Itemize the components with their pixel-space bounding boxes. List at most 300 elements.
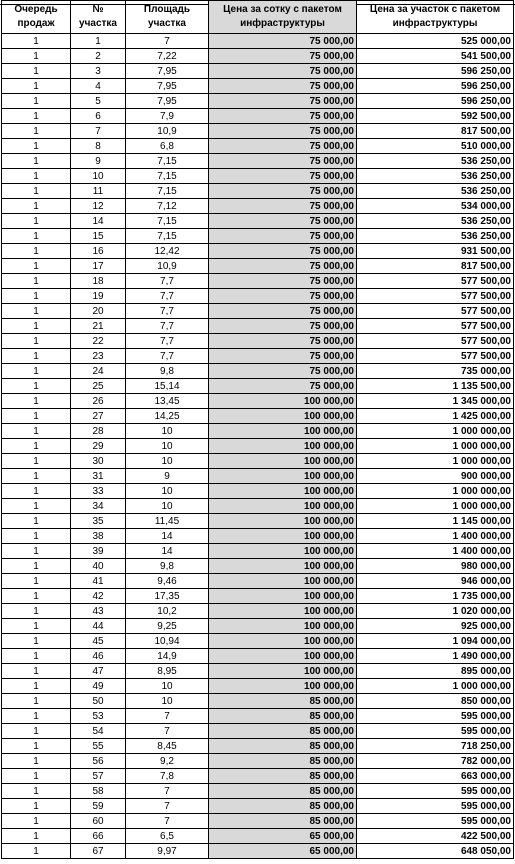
cell-sales-queue: 1 (2, 334, 71, 349)
cell-plot-number: 49 (71, 679, 126, 694)
header-price-per-sotka: Цена за сотку с пакетом инфраструктуры (209, 1, 357, 34)
cell-price-per-sotka: 100 000,00 (209, 679, 357, 694)
cell-plot-number: 66 (71, 829, 126, 844)
cell-price-per-plot: 1 400 000,00 (357, 544, 514, 559)
cell-sales-queue: 1 (2, 184, 71, 199)
cell-price-per-plot: 1 000 000,00 (357, 424, 514, 439)
cell-price-per-sotka: 75 000,00 (209, 364, 357, 379)
table-row (2, 79, 514, 94)
cell-plot-area: 14,25 (126, 409, 209, 424)
cell-plot-area: 9,8 (126, 559, 209, 574)
cell-price-per-plot: 1 000 000,00 (357, 499, 514, 514)
cell-price-per-sotka: 85 000,00 (209, 784, 357, 799)
cell-sales-queue: 1 (2, 844, 71, 859)
cell-plot-number: 29 (71, 439, 126, 454)
table-row (2, 154, 514, 169)
cell-price-per-plot: 1 000 000,00 (357, 484, 514, 499)
cell-price-per-plot: 595 000,00 (357, 814, 514, 829)
cell-price-per-sotka: 100 000,00 (209, 499, 357, 514)
cell-price-per-plot: 595 000,00 (357, 709, 514, 724)
cell-plot-area: 10,94 (126, 634, 209, 649)
table-row (2, 409, 514, 424)
cell-price-per-plot: 510 000,00 (357, 139, 514, 154)
cell-price-per-sotka: 85 000,00 (209, 739, 357, 754)
cell-plot-area: 7,7 (126, 304, 209, 319)
cell-sales-queue: 1 (2, 499, 71, 514)
cell-plot-number: 20 (71, 304, 126, 319)
cell-plot-number: 44 (71, 619, 126, 634)
table-row (2, 289, 514, 304)
table-row (2, 259, 514, 274)
cell-plot-number: 30 (71, 454, 126, 469)
table-row (2, 709, 514, 724)
cell-price-per-sotka: 100 000,00 (209, 484, 357, 499)
cell-price-per-sotka: 65 000,00 (209, 829, 357, 844)
cell-sales-queue: 1 (2, 394, 71, 409)
cell-price-per-sotka: 85 000,00 (209, 754, 357, 769)
cell-plot-area: 17,35 (126, 589, 209, 604)
cell-plot-number: 54 (71, 724, 126, 739)
header-plot-area: Площадь участка (126, 1, 209, 34)
cell-plot-number: 59 (71, 799, 126, 814)
cell-price-per-sotka: 100 000,00 (209, 394, 357, 409)
cell-plot-area: 10 (126, 484, 209, 499)
cell-price-per-plot: 931 500,00 (357, 244, 514, 259)
cell-plot-number: 50 (71, 694, 126, 709)
cell-price-per-plot: 577 500,00 (357, 274, 514, 289)
cell-plot-area: 9,97 (126, 844, 209, 859)
cell-price-per-sotka: 100 000,00 (209, 469, 357, 484)
table-row (2, 769, 514, 784)
cell-sales-queue: 1 (2, 514, 71, 529)
cell-plot-area: 7,12 (126, 199, 209, 214)
cell-sales-queue: 1 (2, 784, 71, 799)
cell-sales-queue: 1 (2, 64, 71, 79)
cell-sales-queue: 1 (2, 289, 71, 304)
cell-plot-area: 10 (126, 694, 209, 709)
cell-sales-queue: 1 (2, 379, 71, 394)
cell-price-per-plot: 1 135 500,00 (357, 379, 514, 394)
cell-plot-area: 9,2 (126, 754, 209, 769)
table-row (2, 424, 514, 439)
table-row (2, 274, 514, 289)
cell-plot-number: 34 (71, 499, 126, 514)
cell-price-per-plot: 1 490 000,00 (357, 649, 514, 664)
cell-plot-area: 10 (126, 439, 209, 454)
cell-sales-queue: 1 (2, 634, 71, 649)
cell-price-per-sotka: 75 000,00 (209, 139, 357, 154)
table-row (2, 94, 514, 109)
cell-sales-queue: 1 (2, 304, 71, 319)
cell-price-per-sotka: 100 000,00 (209, 544, 357, 559)
cell-sales-queue: 1 (2, 154, 71, 169)
cell-sales-queue: 1 (2, 34, 71, 49)
cell-plot-area: 7,7 (126, 274, 209, 289)
cell-sales-queue: 1 (2, 319, 71, 334)
cell-price-per-plot: 577 500,00 (357, 289, 514, 304)
cell-sales-queue: 1 (2, 169, 71, 184)
cell-plot-number: 60 (71, 814, 126, 829)
cell-price-per-sotka: 75 000,00 (209, 289, 357, 304)
cell-price-per-plot: 648 050,00 (357, 844, 514, 859)
table-row (2, 304, 514, 319)
table-row (2, 184, 514, 199)
cell-plot-number: 17 (71, 259, 126, 274)
cell-plot-area: 7 (126, 709, 209, 724)
table-row (2, 34, 514, 49)
table-row (2, 589, 514, 604)
cell-price-per-sotka: 100 000,00 (209, 454, 357, 469)
price-table (1, 0, 514, 859)
cell-sales-queue: 1 (2, 739, 71, 754)
cell-price-per-plot: 1 735 000,00 (357, 589, 514, 604)
cell-sales-queue: 1 (2, 94, 71, 109)
cell-plot-area: 10 (126, 679, 209, 694)
cell-plot-number: 35 (71, 514, 126, 529)
cell-price-per-plot: 925 000,00 (357, 619, 514, 634)
cell-sales-queue: 1 (2, 484, 71, 499)
cell-plot-number: 12 (71, 199, 126, 214)
cell-plot-number: 15 (71, 229, 126, 244)
cell-sales-queue: 1 (2, 199, 71, 214)
cell-sales-queue: 1 (2, 49, 71, 64)
table-row (2, 679, 514, 694)
cell-price-per-plot: 536 250,00 (357, 154, 514, 169)
cell-plot-number: 39 (71, 544, 126, 559)
cell-sales-queue: 1 (2, 574, 71, 589)
cell-plot-number: 26 (71, 394, 126, 409)
cell-plot-number: 45 (71, 634, 126, 649)
cell-price-per-plot: 422 500,00 (357, 829, 514, 844)
cell-price-per-sotka: 75 000,00 (209, 199, 357, 214)
table-row (2, 754, 514, 769)
table-row (2, 229, 514, 244)
cell-plot-number: 38 (71, 529, 126, 544)
cell-price-per-plot: 718 250,00 (357, 739, 514, 754)
cell-sales-queue: 1 (2, 679, 71, 694)
cell-plot-number: 19 (71, 289, 126, 304)
cell-plot-number: 43 (71, 604, 126, 619)
cell-sales-queue: 1 (2, 259, 71, 274)
cell-plot-area: 8,45 (126, 739, 209, 754)
cell-price-per-sotka: 75 000,00 (209, 64, 357, 79)
cell-sales-queue: 1 (2, 799, 71, 814)
cell-price-per-plot: 577 500,00 (357, 349, 514, 364)
cell-price-per-plot: 577 500,00 (357, 334, 514, 349)
cell-price-per-plot: 817 500,00 (357, 124, 514, 139)
cell-plot-number: 55 (71, 739, 126, 754)
cell-plot-number: 9 (71, 154, 126, 169)
table-body (2, 34, 514, 859)
cell-sales-queue: 1 (2, 424, 71, 439)
cell-plot-area: 7 (126, 814, 209, 829)
cell-plot-area: 14 (126, 544, 209, 559)
cell-sales-queue: 1 (2, 694, 71, 709)
table-row (2, 49, 514, 64)
cell-plot-number: 28 (71, 424, 126, 439)
table-row (2, 604, 514, 619)
cell-sales-queue: 1 (2, 409, 71, 424)
cell-plot-area: 7 (126, 724, 209, 739)
table-row (2, 319, 514, 334)
cell-price-per-plot: 1 000 000,00 (357, 439, 514, 454)
cell-price-per-sotka: 100 000,00 (209, 634, 357, 649)
cell-plot-area: 7,8 (126, 769, 209, 784)
table-row (2, 64, 514, 79)
cell-price-per-plot: 541 500,00 (357, 49, 514, 64)
cell-price-per-sotka: 100 000,00 (209, 649, 357, 664)
header-sales-queue: Очередь продаж (2, 1, 71, 34)
cell-sales-queue: 1 (2, 709, 71, 724)
cell-price-per-sotka: 85 000,00 (209, 709, 357, 724)
cell-plot-number: 16 (71, 244, 126, 259)
cell-plot-area: 15,14 (126, 379, 209, 394)
cell-plot-area: 7,15 (126, 184, 209, 199)
cell-plot-number: 6 (71, 109, 126, 124)
table-row (2, 574, 514, 589)
cell-price-per-sotka: 85 000,00 (209, 724, 357, 739)
cell-sales-queue: 1 (2, 244, 71, 259)
cell-price-per-sotka: 100 000,00 (209, 424, 357, 439)
cell-plot-number: 47 (71, 664, 126, 679)
cell-price-per-plot: 595 000,00 (357, 799, 514, 814)
cell-plot-number: 46 (71, 649, 126, 664)
cell-plot-area: 7,15 (126, 169, 209, 184)
cell-sales-queue: 1 (2, 559, 71, 574)
header-row (2, 1, 514, 34)
cell-sales-queue: 1 (2, 79, 71, 94)
cell-price-per-sotka: 75 000,00 (209, 94, 357, 109)
table-row (2, 454, 514, 469)
table-row (2, 394, 514, 409)
cell-price-per-plot: 900 000,00 (357, 469, 514, 484)
table-row (2, 214, 514, 229)
cell-price-per-sotka: 75 000,00 (209, 124, 357, 139)
cell-sales-queue: 1 (2, 814, 71, 829)
table-row (2, 109, 514, 124)
cell-price-per-sotka: 85 000,00 (209, 769, 357, 784)
header-plot-number: № участка (71, 1, 126, 34)
table-row (2, 559, 514, 574)
table-row (2, 814, 514, 829)
cell-plot-area: 10 (126, 424, 209, 439)
cell-price-per-plot: 1 020 000,00 (357, 604, 514, 619)
cell-plot-number: 1 (71, 34, 126, 49)
table-row (2, 514, 514, 529)
cell-price-per-sotka: 75 000,00 (209, 304, 357, 319)
table-row (2, 244, 514, 259)
table-row (2, 829, 514, 844)
cell-plot-area: 7,7 (126, 319, 209, 334)
cell-price-per-plot: 850 000,00 (357, 694, 514, 709)
table-row (2, 649, 514, 664)
cell-price-per-plot: 782 000,00 (357, 754, 514, 769)
cell-price-per-plot: 895 000,00 (357, 664, 514, 679)
cell-price-per-sotka: 75 000,00 (209, 349, 357, 364)
cell-plot-area: 10 (126, 454, 209, 469)
table-row (2, 349, 514, 364)
cell-plot-number: 4 (71, 79, 126, 94)
cell-price-per-plot: 595 000,00 (357, 784, 514, 799)
cell-plot-area: 9 (126, 469, 209, 484)
cell-plot-number: 14 (71, 214, 126, 229)
cell-price-per-sotka: 100 000,00 (209, 664, 357, 679)
cell-plot-area: 6,8 (126, 139, 209, 154)
table-row (2, 124, 514, 139)
cell-plot-area: 14,9 (126, 649, 209, 664)
cell-plot-area: 7,7 (126, 334, 209, 349)
table-row (2, 619, 514, 634)
table-row (2, 784, 514, 799)
cell-sales-queue: 1 (2, 754, 71, 769)
cell-price-per-plot: 1 094 000,00 (357, 634, 514, 649)
cell-plot-number: 3 (71, 64, 126, 79)
cell-price-per-sotka: 75 000,00 (209, 379, 357, 394)
cell-price-per-plot: 592 500,00 (357, 109, 514, 124)
cell-price-per-plot: 596 250,00 (357, 79, 514, 94)
cell-price-per-plot: 525 000,00 (357, 34, 514, 49)
cell-price-per-sotka: 75 000,00 (209, 229, 357, 244)
cell-plot-area: 8,95 (126, 664, 209, 679)
cell-plot-number: 41 (71, 574, 126, 589)
cell-plot-number: 22 (71, 334, 126, 349)
table-row (2, 139, 514, 154)
cell-plot-area: 7,22 (126, 49, 209, 64)
cell-price-per-sotka: 75 000,00 (209, 214, 357, 229)
cell-price-per-plot: 577 500,00 (357, 319, 514, 334)
cell-plot-number: 31 (71, 469, 126, 484)
cell-sales-queue: 1 (2, 664, 71, 679)
cell-price-per-sotka: 85 000,00 (209, 799, 357, 814)
cell-price-per-plot: 1 000 000,00 (357, 454, 514, 469)
cell-price-per-sotka: 65 000,00 (209, 844, 357, 859)
table-row (2, 439, 514, 454)
cell-price-per-plot: 536 250,00 (357, 184, 514, 199)
cell-plot-area: 10 (126, 499, 209, 514)
cell-price-per-plot: 663 000,00 (357, 769, 514, 784)
cell-plot-number: 23 (71, 349, 126, 364)
table-row (2, 724, 514, 739)
cell-price-per-plot: 534 000,00 (357, 199, 514, 214)
cell-plot-area: 7,7 (126, 349, 209, 364)
cell-sales-queue: 1 (2, 214, 71, 229)
table-row (2, 664, 514, 679)
cell-plot-number: 67 (71, 844, 126, 859)
cell-price-per-sotka: 100 000,00 (209, 604, 357, 619)
cell-plot-number: 56 (71, 754, 126, 769)
cell-plot-number: 40 (71, 559, 126, 574)
table-row (2, 529, 514, 544)
table-row (2, 169, 514, 184)
cell-plot-area: 13,45 (126, 394, 209, 409)
cell-plot-number: 25 (71, 379, 126, 394)
cell-price-per-sotka: 100 000,00 (209, 409, 357, 424)
cell-plot-area: 12,42 (126, 244, 209, 259)
header-price-per-plot: Цена за участок с пакетом инфраструктуры (357, 1, 514, 34)
table-row (2, 844, 514, 859)
cell-price-per-plot: 1 425 000,00 (357, 409, 514, 424)
cell-price-per-plot: 577 500,00 (357, 304, 514, 319)
cell-price-per-sotka: 100 000,00 (209, 514, 357, 529)
cell-sales-queue: 1 (2, 469, 71, 484)
cell-plot-area: 7,15 (126, 229, 209, 244)
cell-plot-area: 6,5 (126, 829, 209, 844)
table-row (2, 634, 514, 649)
cell-sales-queue: 1 (2, 604, 71, 619)
cell-price-per-plot: 536 250,00 (357, 229, 514, 244)
cell-plot-number: 18 (71, 274, 126, 289)
cell-price-per-plot: 536 250,00 (357, 214, 514, 229)
cell-price-per-sotka: 75 000,00 (209, 34, 357, 49)
cell-sales-queue: 1 (2, 439, 71, 454)
cell-price-per-sotka: 75 000,00 (209, 319, 357, 334)
cell-plot-number: 5 (71, 94, 126, 109)
cell-plot-number: 58 (71, 784, 126, 799)
cell-plot-area: 9,8 (126, 364, 209, 379)
cell-plot-number: 10 (71, 169, 126, 184)
cell-price-per-sotka: 100 000,00 (209, 619, 357, 634)
cell-plot-area: 9,25 (126, 619, 209, 634)
cell-sales-queue: 1 (2, 544, 71, 559)
cell-plot-number: 53 (71, 709, 126, 724)
cell-plot-area: 11,45 (126, 514, 209, 529)
table-row (2, 499, 514, 514)
table-row (2, 469, 514, 484)
cell-price-per-plot: 1 345 000,00 (357, 394, 514, 409)
cell-price-per-sotka: 75 000,00 (209, 184, 357, 199)
cell-price-per-sotka: 75 000,00 (209, 169, 357, 184)
cell-plot-number: 57 (71, 769, 126, 784)
cell-plot-number: 24 (71, 364, 126, 379)
cell-plot-area: 7,7 (126, 289, 209, 304)
cell-price-per-sotka: 75 000,00 (209, 154, 357, 169)
cell-price-per-sotka: 85 000,00 (209, 694, 357, 709)
table-row (2, 739, 514, 754)
cell-sales-queue: 1 (2, 139, 71, 154)
cell-price-per-plot: 946 000,00 (357, 574, 514, 589)
cell-plot-area: 7 (126, 799, 209, 814)
cell-price-per-sotka: 75 000,00 (209, 334, 357, 349)
cell-price-per-sotka: 75 000,00 (209, 244, 357, 259)
cell-price-per-sotka: 75 000,00 (209, 49, 357, 64)
table-row (2, 364, 514, 379)
cell-sales-queue: 1 (2, 619, 71, 634)
cell-plot-number: 27 (71, 409, 126, 424)
cell-price-per-plot: 536 250,00 (357, 169, 514, 184)
cell-plot-number: 42 (71, 589, 126, 604)
table-row (2, 799, 514, 814)
cell-price-per-sotka: 100 000,00 (209, 529, 357, 544)
cell-plot-number: 11 (71, 184, 126, 199)
cell-sales-queue: 1 (2, 769, 71, 784)
cell-plot-area: 7,15 (126, 154, 209, 169)
cell-price-per-sotka: 75 000,00 (209, 274, 357, 289)
cell-price-per-sotka: 100 000,00 (209, 589, 357, 604)
cell-sales-queue: 1 (2, 829, 71, 844)
cell-price-per-sotka: 75 000,00 (209, 109, 357, 124)
cell-sales-queue: 1 (2, 274, 71, 289)
cell-plot-area: 10,2 (126, 604, 209, 619)
cell-plot-area: 10,9 (126, 259, 209, 274)
cell-sales-queue: 1 (2, 229, 71, 244)
table-row (2, 694, 514, 709)
cell-price-per-sotka: 100 000,00 (209, 439, 357, 454)
cell-plot-number: 7 (71, 124, 126, 139)
cell-price-per-plot: 596 250,00 (357, 94, 514, 109)
table-row (2, 199, 514, 214)
cell-plot-number: 2 (71, 49, 126, 64)
cell-price-per-plot: 980 000,00 (357, 559, 514, 574)
